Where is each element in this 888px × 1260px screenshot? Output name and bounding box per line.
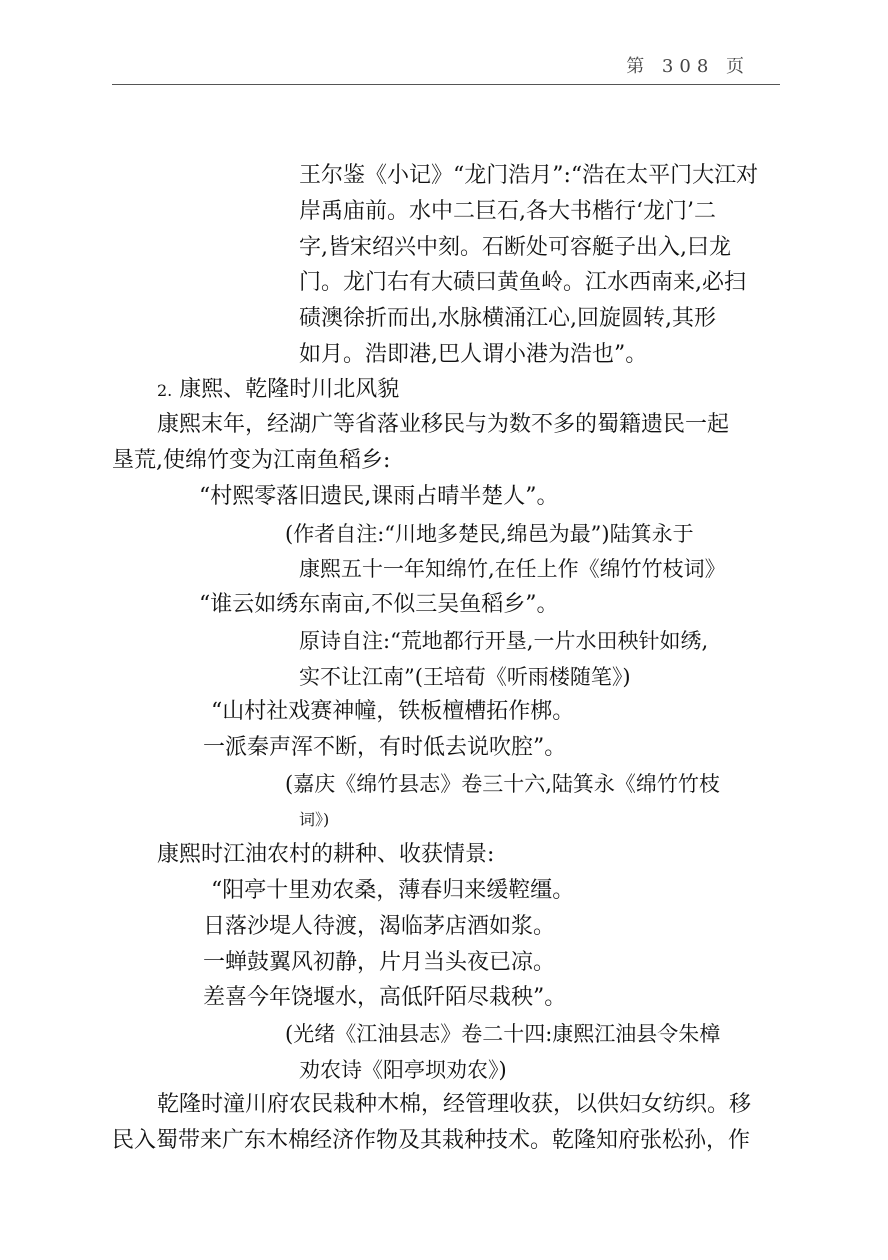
poem-line: “阳亭十里劝农桑，薄春归来缓鞚缰。	[211, 878, 575, 903]
poem-line: 一派秦声浑不断，有时低去说吹腔”。	[203, 735, 567, 760]
page-header	[112, 52, 780, 85]
poem-line: 一蝉鼓翼风初静，片月当头夜已凉。	[203, 950, 556, 975]
quote-line: 字,皆宋绍兴中刻。石断处可容艇子出入,曰龙	[299, 235, 731, 260]
poem-line: “谁云如绣东南亩,不似三吴鱼稻乡”。	[199, 592, 559, 617]
note-line: (光绪《江油县志》卷二十四:康熙江油县令朱樟	[285, 1022, 721, 1046]
poem-line: “山村社戏赛神幢，铁板檀槽拓作梆。	[211, 699, 575, 724]
paragraph-line: 康熙末年，经湖广等省落业移民与为数不多的蜀籍遗民一起	[157, 412, 730, 437]
note-line: 劝农诗《阳亭坝劝农》)	[299, 1058, 507, 1082]
note-line: 原诗自注:“荒地都行开垦,一片水田秧针如绣,	[299, 629, 709, 653]
note-line: (嘉庆《绵竹县志》卷三十六,陆箕永《绵竹竹枝	[285, 772, 720, 796]
poem-line: “村熙零落旧遗民,课雨占晴半楚人”。	[199, 484, 559, 509]
quote-line: 如月。浩即港,巴人谓小港为浩也”。	[299, 342, 648, 367]
paragraph-line: 垦荒,使绵竹变为江南鱼稻乡:	[112, 448, 391, 473]
quote-line: 门。龙门右有大碛曰黄鱼岭。江水西南来,必扫	[299, 270, 746, 295]
section-heading	[157, 376, 399, 405]
section-number: 2.	[157, 381, 173, 400]
quote-line: 岸禹庙前。水中二巨石,各大书楷行‘龙门’二	[299, 199, 716, 224]
note-line: 实不让江南”(王培荀《听雨楼随笔》)	[299, 665, 631, 689]
paragraph-line: 民入蜀带来广东木棉经济作物及其栽种技术。乾隆知府张松孙，作	[112, 1128, 751, 1153]
page-number: 第 308 页	[626, 56, 750, 77]
note-line: (作者自注:“川地多楚民,绵邑为最”)陆箕永于	[285, 522, 694, 546]
paragraph-line: 康熙时江油农村的耕种、收获情景:	[157, 842, 495, 867]
poem-line: 差喜今年饶堰水，高低阡陌尽栽秧”。	[203, 985, 567, 1010]
paragraph-line: 乾隆时潼川府农民栽种木棉，经管理收获，以供妇女纺织。移	[157, 1092, 752, 1117]
note-line: 词》)	[299, 810, 330, 829]
quote-line: 碛澳徐折而出,水脉横涌江心,回旋圆转,其形	[299, 306, 716, 331]
note-line: 康熙五十一年知绵竹,在任上作《绵竹竹枝词》	[299, 557, 726, 581]
quote-line: 王尔鉴《小记》“龙门浩月”:“浩在太平门大江对	[299, 163, 759, 188]
section-title: 康熙、乾隆时川北风貌	[179, 377, 400, 402]
poem-line: 日落沙堤人待渡，渴临茅店酒如浆。	[203, 914, 556, 939]
